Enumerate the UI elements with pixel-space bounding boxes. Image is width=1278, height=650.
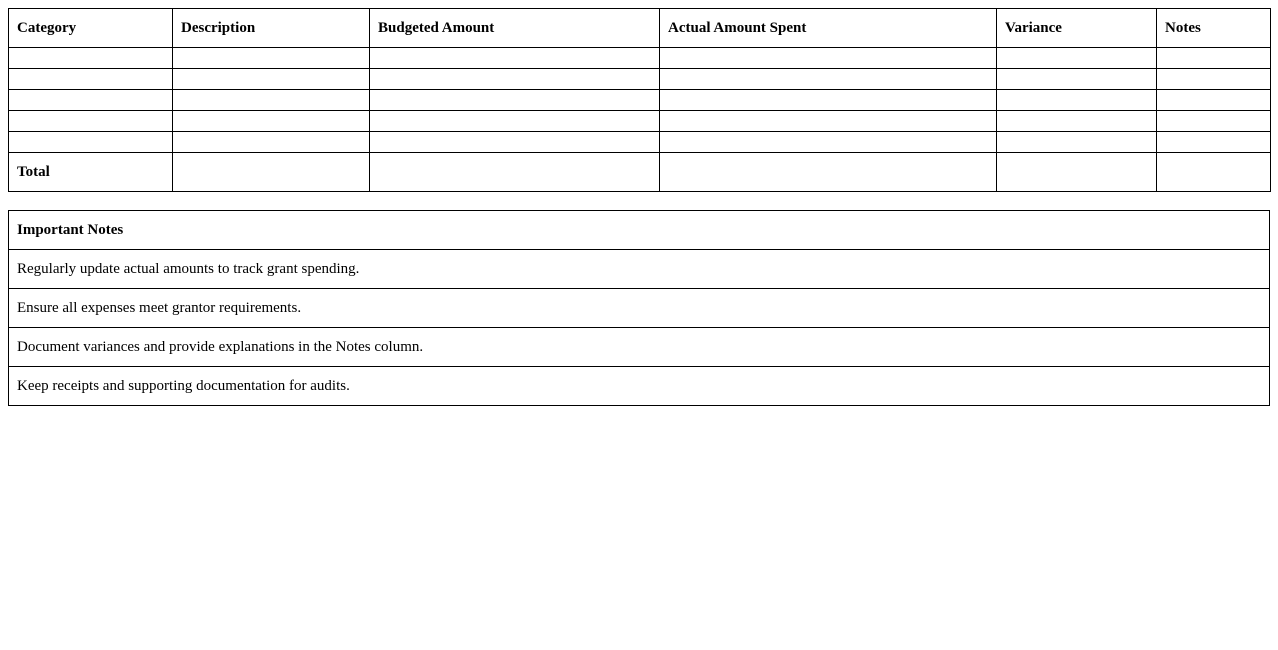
notes-cell[interactable] [1157, 132, 1271, 153]
notes-title: Important Notes [9, 211, 1270, 250]
actual-amount-cell[interactable] [660, 132, 997, 153]
actual-amount-cell[interactable] [660, 69, 997, 90]
notes-header-row [9, 211, 1270, 250]
total-actual-amount-cell[interactable] [660, 153, 997, 192]
header-category: Category [9, 9, 173, 48]
variance-cell[interactable] [997, 90, 1157, 111]
list-item [9, 367, 1270, 406]
table-row [9, 48, 1271, 69]
list-item [9, 289, 1270, 328]
budgeted-amount-cell[interactable] [370, 90, 660, 111]
category-cell[interactable] [9, 111, 173, 132]
budgeted-amount-cell[interactable] [370, 48, 660, 69]
notes-cell[interactable] [1157, 48, 1271, 69]
description-cell[interactable] [173, 132, 370, 153]
list-item [9, 328, 1270, 367]
budgeted-amount-cell[interactable] [370, 111, 660, 132]
budget-header-row [9, 9, 1271, 48]
description-cell[interactable] [173, 90, 370, 111]
variance-cell[interactable] [997, 48, 1157, 69]
category-cell[interactable] [9, 90, 173, 111]
category-cell[interactable] [9, 48, 173, 69]
notes-cell[interactable] [1157, 111, 1271, 132]
note-text: Document variances and provide explanations in the Notes column. [9, 328, 1270, 367]
actual-amount-cell[interactable] [660, 48, 997, 69]
table-row [9, 132, 1271, 153]
list-item [9, 250, 1270, 289]
actual-amount-cell[interactable] [660, 90, 997, 111]
total-row [9, 153, 1271, 192]
header-budgeted-amount: Budgeted Amount [370, 9, 660, 48]
note-text: Ensure all expenses meet grantor requirements. [9, 289, 1270, 328]
total-notes-cell[interactable] [1157, 153, 1271, 192]
note-text: Keep receipts and supporting documentation for audits. [9, 367, 1270, 406]
actual-amount-cell[interactable] [660, 111, 997, 132]
note-text: Regularly update actual amounts to track grant spending. [9, 250, 1270, 289]
header-notes: Notes [1157, 9, 1271, 48]
category-cell[interactable] [9, 69, 173, 90]
notes-cell[interactable] [1157, 69, 1271, 90]
budgeted-amount-cell[interactable] [370, 69, 660, 90]
important-notes-table [8, 210, 1270, 406]
header-actual-amount-spent: Actual Amount Spent [660, 9, 997, 48]
category-cell[interactable] [9, 132, 173, 153]
variance-cell[interactable] [997, 111, 1157, 132]
total-description-cell[interactable] [173, 153, 370, 192]
header-description: Description [173, 9, 370, 48]
notes-cell[interactable] [1157, 90, 1271, 111]
header-variance: Variance [997, 9, 1157, 48]
total-budgeted-amount-cell[interactable] [370, 153, 660, 192]
budget-table [8, 8, 1271, 192]
description-cell[interactable] [173, 69, 370, 90]
variance-cell[interactable] [997, 69, 1157, 90]
total-label: Total [9, 153, 173, 192]
budgeted-amount-cell[interactable] [370, 132, 660, 153]
description-cell[interactable] [173, 111, 370, 132]
total-variance-cell[interactable] [997, 153, 1157, 192]
variance-cell[interactable] [997, 132, 1157, 153]
description-cell[interactable] [173, 48, 370, 69]
table-row [9, 111, 1271, 132]
table-row [9, 69, 1271, 90]
table-row [9, 90, 1271, 111]
